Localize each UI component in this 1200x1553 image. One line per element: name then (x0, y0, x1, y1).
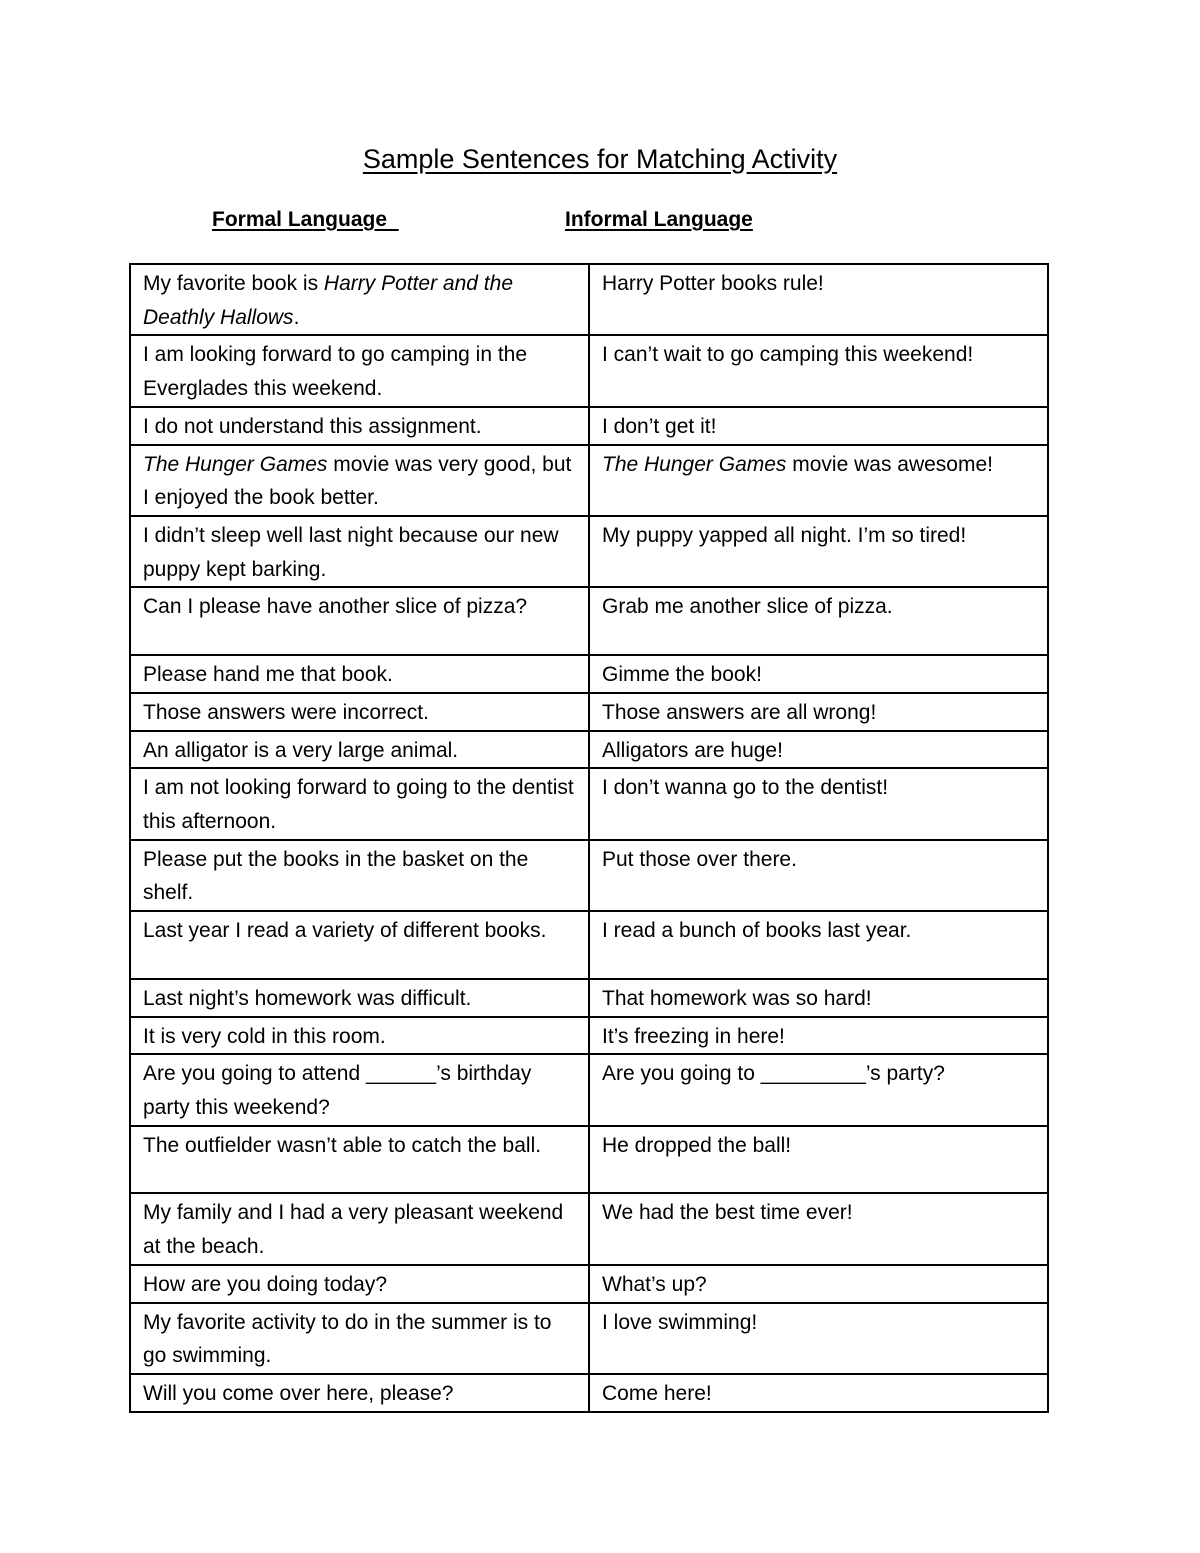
informal-sentence-text: That homework was so hard! (602, 986, 872, 1010)
formal-sentence-cell (130, 1193, 589, 1264)
informal-sentence-cell (589, 731, 1048, 769)
table-row (130, 445, 1048, 516)
informal-sentence-cell (589, 445, 1048, 516)
informal-sentence-text: Come here! (602, 1381, 712, 1405)
informal-sentence-italic-title: The Hunger Games (602, 452, 787, 476)
informal-language-heading: Informal Language (565, 208, 753, 231)
informal-sentence-cell (589, 655, 1048, 693)
formal-sentence-cell (130, 587, 589, 655)
informal-sentence-cell (589, 1303, 1048, 1374)
formal-sentence-cell (130, 840, 589, 911)
informal-sentence-cell (589, 407, 1048, 445)
informal-sentence-cell (589, 1126, 1048, 1194)
informal-sentence-cell (589, 587, 1048, 655)
formal-sentence-cell (130, 1374, 589, 1412)
formal-sentence-text: I didn’t sleep well last night because our new puppy kept barking. (143, 523, 559, 581)
table-row (130, 587, 1048, 655)
formal-language-heading: Formal Language (212, 208, 399, 231)
informal-sentence-text: We had the best time ever! (602, 1201, 853, 1225)
table-row (130, 335, 1048, 406)
informal-sentence-text: Grab me another slice of pizza. (602, 595, 893, 619)
formal-sentence-cell (130, 731, 589, 769)
formal-sentence-text-end: . (293, 305, 300, 329)
informal-sentence-cell (589, 516, 1048, 587)
informal-sentence-text-end: movie was awesome! (786, 452, 993, 476)
informal-sentence-cell (589, 335, 1048, 406)
formal-sentence-text: It is very cold in this room. (143, 1024, 386, 1048)
formal-sentence-text: Please put the books in the basket on the shelf. (143, 847, 529, 905)
table-row (130, 840, 1048, 911)
informal-sentence-cell (589, 768, 1048, 839)
formal-sentence-cell (130, 1126, 589, 1194)
formal-sentence-text: How are you doing today? (143, 1272, 387, 1296)
informal-sentence-text: I love swimming! (602, 1310, 758, 1334)
formal-sentence-italic-title: The Hunger Games (143, 452, 328, 476)
formal-sentence-text: An alligator is a very large animal. (143, 738, 459, 762)
formal-sentence-text: I do not understand this assignment. (143, 414, 482, 438)
table-row (130, 693, 1048, 731)
informal-sentence-text: Harry Potter books rule! (602, 272, 824, 295)
informal-sentence-cell (589, 264, 1048, 335)
informal-sentence-cell (589, 1054, 1048, 1125)
formal-sentence-text: I am not looking forward to going to the dentist this afternoon. (143, 776, 574, 833)
page-title: Sample Sentences for Matching Activity (362, 144, 838, 174)
table-row (130, 1017, 1048, 1055)
table-row (130, 1374, 1048, 1412)
informal-sentence-cell (589, 911, 1048, 979)
formal-sentence-text: I am looking forward to go camping in the Everglades this weekend. (143, 343, 528, 401)
formal-sentence-text: Those answers were incorrect. (143, 700, 429, 724)
informal-sentence-text: Alligators are huge! (602, 738, 783, 762)
formal-sentence-text: My favorite book is (143, 272, 324, 295)
informal-sentence-cell (589, 1193, 1048, 1264)
formal-sentence-text: Please hand me that book. (143, 663, 393, 687)
table-row (130, 911, 1048, 979)
informal-sentence-text: Those answers are all wrong! (602, 700, 877, 724)
formal-sentence-cell (130, 1017, 589, 1055)
formal-sentence-text: My family and I had a very pleasant weekend at the beach. (143, 1201, 564, 1259)
informal-sentence-cell (589, 840, 1048, 911)
table-row (130, 1265, 1048, 1303)
formal-sentence-text: Last night’s homework was difficult. (143, 986, 472, 1010)
formal-sentence-text-end: movie was very good, but I enjoyed the book better. (143, 452, 572, 510)
informal-sentence-text: What’s up? (602, 1272, 707, 1296)
formal-sentence-text: My favorite activity to do in the summer is to go swimming. (143, 1310, 552, 1368)
formal-sentence-cell (130, 1265, 589, 1303)
table-row (130, 1193, 1048, 1264)
informal-sentence-text: I don’t wanna go to the dentist! (602, 776, 889, 800)
formal-sentence-cell (130, 655, 589, 693)
informal-sentence-text: Put those over there. (602, 847, 797, 871)
informal-sentence-cell (589, 979, 1048, 1017)
informal-sentence-text: I can’t wait to go camping this weekend! (602, 343, 974, 367)
formal-sentence-cell (130, 335, 589, 406)
table-row (130, 1303, 1048, 1374)
informal-sentence-cell (589, 1265, 1048, 1303)
formal-sentence-cell (130, 693, 589, 731)
informal-sentence-cell (589, 1017, 1048, 1055)
informal-sentence-text: It’s freezing in here! (602, 1024, 785, 1048)
informal-sentence-text: Are you going to _________’s party? (602, 1062, 945, 1086)
informal-sentence-text: My puppy yapped all night. I’m so tired! (602, 523, 967, 547)
informal-sentence-cell (589, 1374, 1048, 1412)
sentence-matching-table (129, 263, 1049, 1413)
formal-sentence-text: Last year I read a variety of different books. (143, 919, 547, 943)
formal-sentence-cell (130, 911, 589, 979)
formal-sentence-cell (130, 264, 589, 335)
formal-sentence-cell (130, 445, 589, 516)
formal-sentence-text: Are you going to attend ______’s birthday party this weekend? (143, 1062, 532, 1119)
informal-sentence-text: I read a bunch of books last year. (602, 919, 912, 943)
table-row (130, 979, 1048, 1017)
informal-sentence-text: Gimme the book! (602, 663, 762, 687)
formal-sentence-cell (130, 1054, 589, 1125)
formal-sentence-cell (130, 768, 589, 839)
formal-sentence-italic-title: Harry Potter and the Deathly Hallows (143, 272, 513, 329)
informal-sentence-text: I don’t get it! (602, 414, 717, 438)
formal-sentence-cell (130, 516, 589, 587)
table-row (130, 407, 1048, 445)
formal-sentence-cell (130, 979, 589, 1017)
table-row (130, 1126, 1048, 1194)
table-row (130, 731, 1048, 769)
table-row (130, 1054, 1048, 1125)
formal-sentence-text: Can I please have another slice of pizza? (143, 595, 528, 619)
table-row (130, 655, 1048, 693)
table-row (130, 516, 1048, 587)
formal-sentence-text: The outfielder wasn’t able to catch the ball. (143, 1133, 542, 1157)
formal-sentence-cell (130, 1303, 589, 1374)
table-row (130, 264, 1048, 335)
table-row (130, 768, 1048, 839)
formal-sentence-text: Will you come over here, please? (143, 1381, 454, 1405)
informal-sentence-text: He dropped the ball! (602, 1133, 792, 1157)
formal-sentence-cell (130, 407, 589, 445)
informal-sentence-cell (589, 693, 1048, 731)
